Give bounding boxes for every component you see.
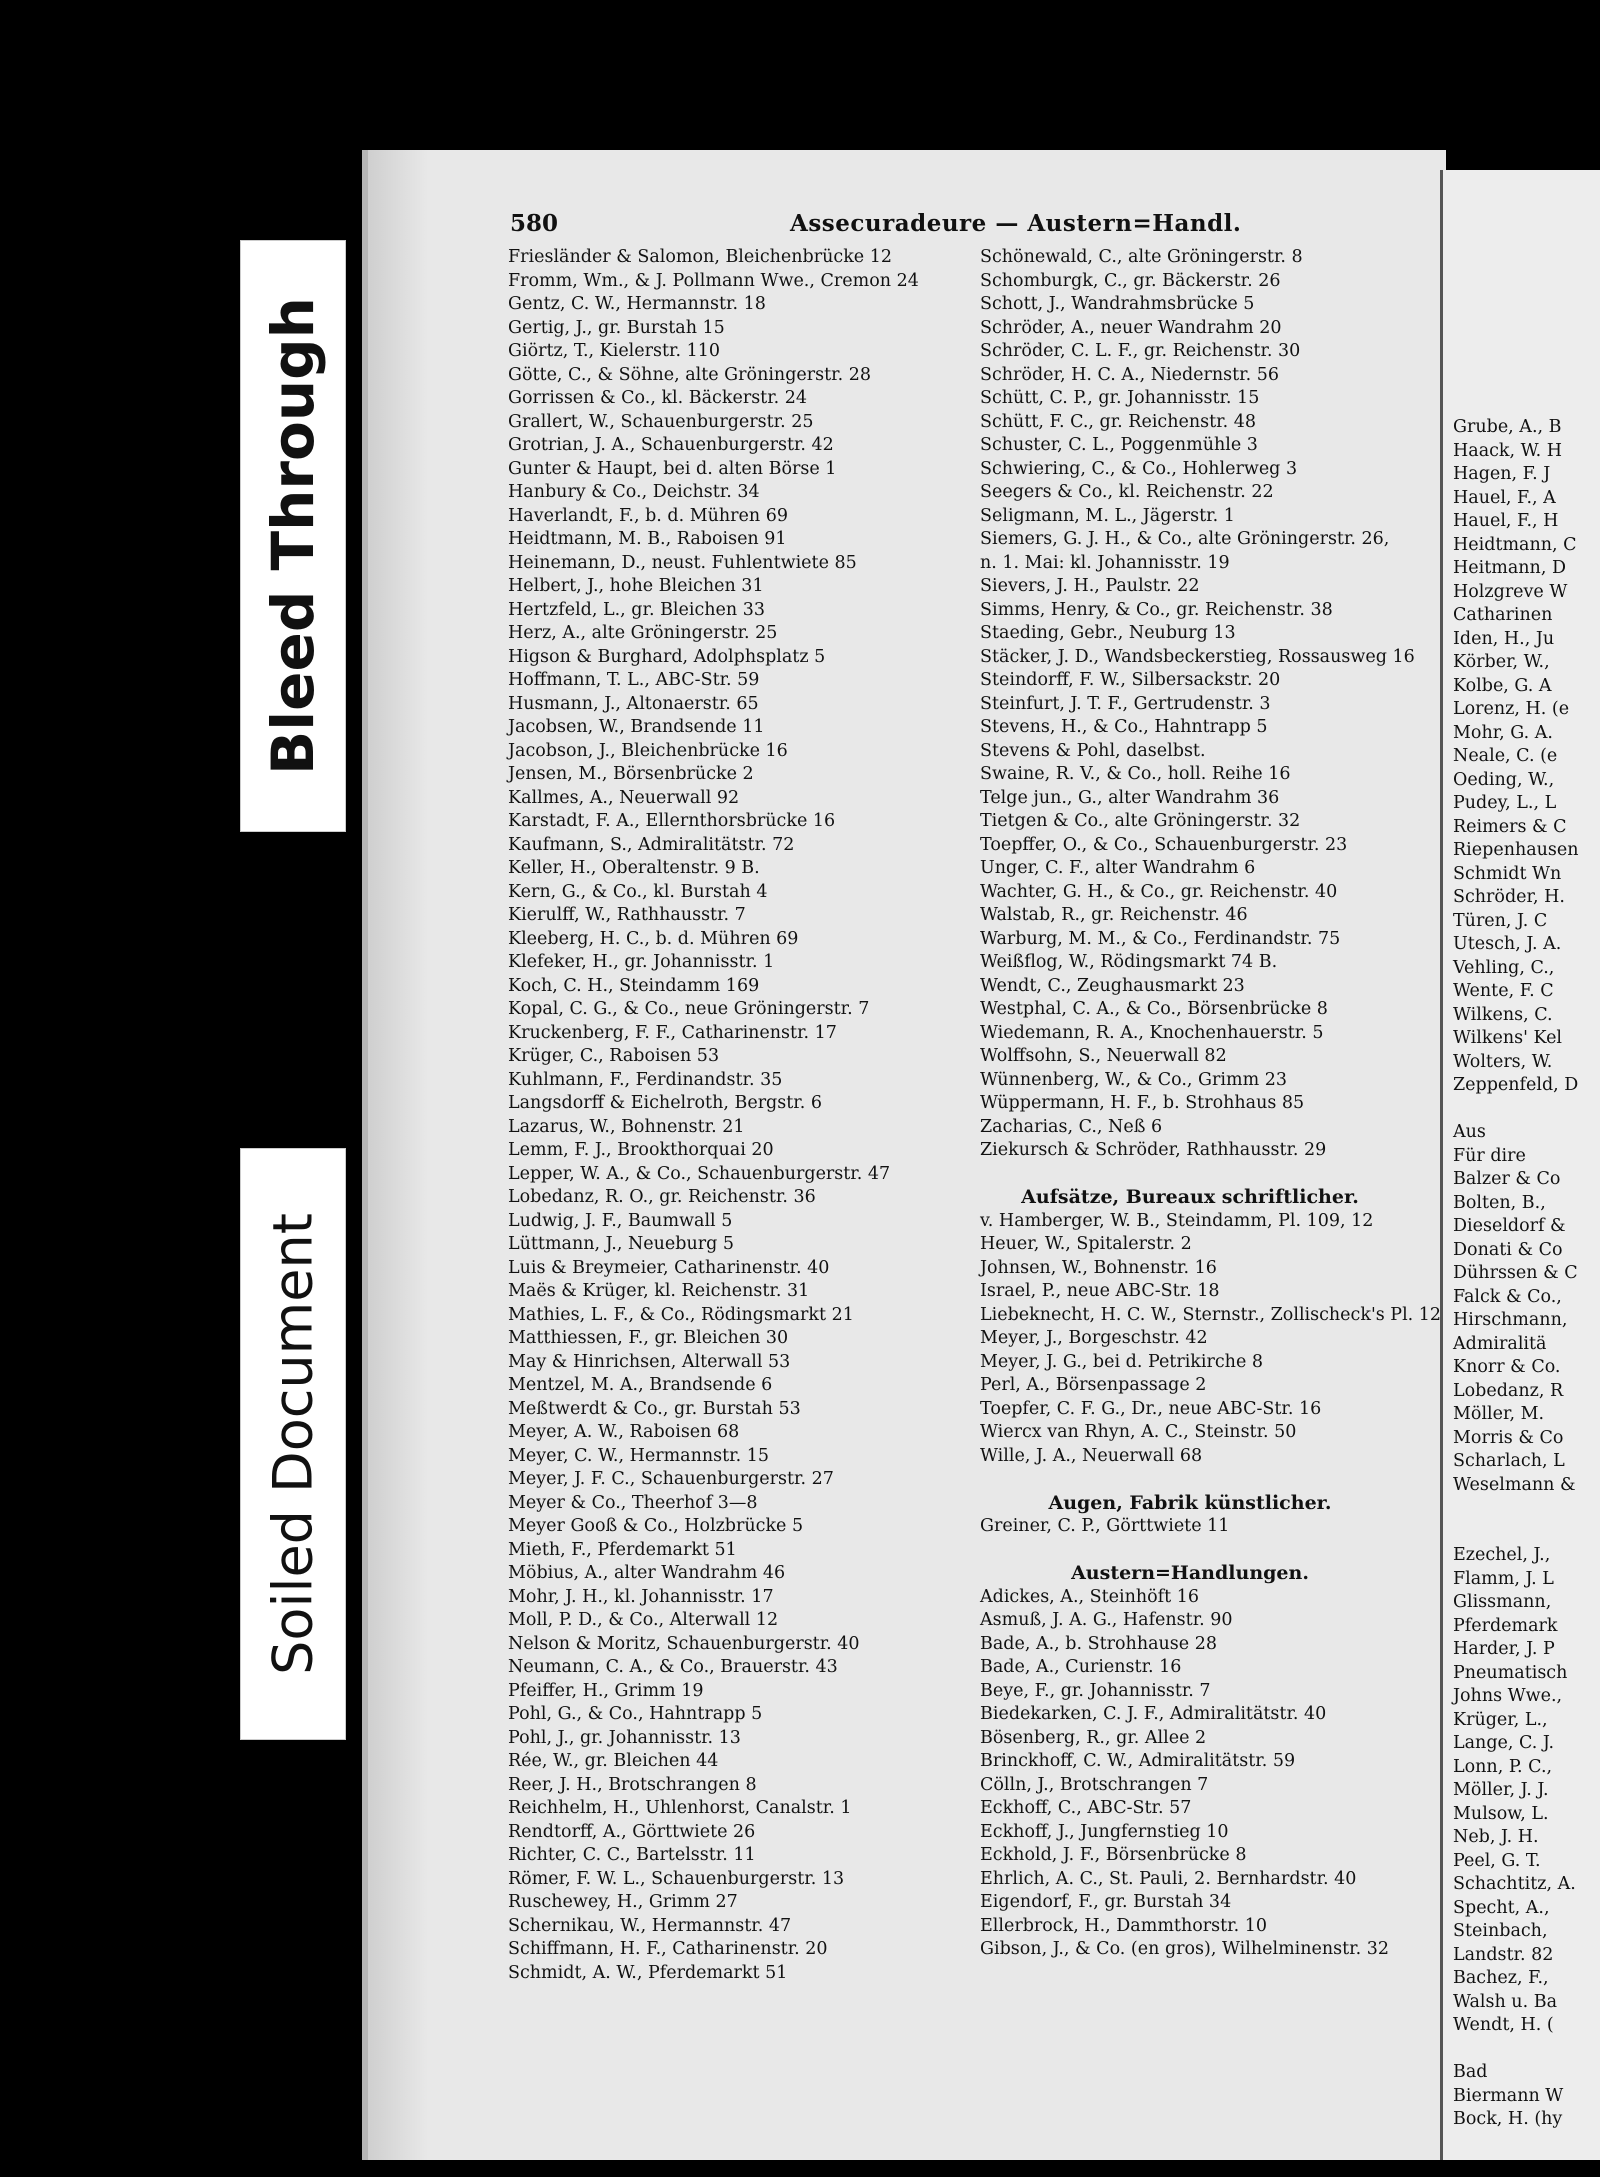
directory-entry: Krüger, C., Raboisen 53 [508, 1046, 720, 1066]
directory-entry: Stäcker, J. D., Wandsbeckerstieg, Rossausweg 16 [980, 646, 1415, 667]
directory-entry: Mathies, L. F., & Co., Rödingsmarkt 21 [508, 1304, 854, 1325]
directory-entry: Weißflog, W., Rödingsmarkt 74 B. [980, 952, 1278, 972]
directory-entry: Jacobson, J., Bleichenbrücke 16 [508, 740, 788, 761]
directory-entry: Hagen, F. J [1453, 464, 1551, 484]
directory-entry: Scharlach, L [1453, 1451, 1565, 1471]
directory-entry: Steinbach, [1453, 1921, 1548, 1941]
soiled-document-label: Soiled Document [261, 1213, 325, 1675]
directory-entry: Pneumatisch [1453, 1662, 1568, 1683]
directory-entry: Hoffmann, T. L., ABC-Str. 59 [508, 670, 760, 690]
directory-entry: Haverlandt, F., b. d. Mühren 69 [508, 505, 789, 526]
directory-entry: Knorr & Co. [1453, 1357, 1561, 1377]
directory-entry: Simms, Henry, & Co., gr. Reichenstr. 38 [980, 599, 1333, 620]
directory-entry: Unger, C. F., alter Wandrahm 6 [980, 858, 1256, 878]
directory-entry: Tietgen & Co., alte Gröningerstr. 32 [980, 811, 1301, 831]
directory-entry: Wilkens' Kel [1453, 1028, 1563, 1048]
directory-entry: Kierulff, W., Rathhausstr. 7 [508, 905, 746, 925]
directory-entry: Aus [1453, 1122, 1486, 1142]
directory-entry: Bad [1453, 2062, 1488, 2082]
directory-entry: Matthiessen, F., gr. Bleichen 30 [508, 1328, 789, 1348]
directory-entry: Hanbury & Co., Deichstr. 34 [508, 482, 760, 502]
directory-entry: Luis & Breymeier, Catharinenstr. 40 [508, 1257, 830, 1278]
directory-entry: Greiner, C. P., Görttwiete 11 [980, 1516, 1230, 1536]
directory-entry: Hauel, F., H [1453, 511, 1559, 531]
directory-entry: Pfeiffer, H., Grimm 19 [508, 1680, 704, 1701]
directory-entry: Schmidt, A. W., Pferdemarkt 51 [508, 1962, 788, 1983]
directory-entry: Pohl, G., & Co., Hahntrapp 5 [508, 1704, 763, 1724]
directory-entry: Schachtitz, A. [1453, 1874, 1576, 1894]
directory-entry: May & Hinrichsen, Alterwall 53 [508, 1351, 791, 1372]
directory-entry: Gentz, C. W., Hermannstr. 18 [508, 294, 766, 314]
directory-entry: Meßtwerdt & Co., gr. Burstah 53 [508, 1398, 801, 1419]
directory-entry [980, 1163, 1441, 1187]
directory-entry: Herz, A., alte Gröningerstr. 25 [508, 623, 778, 643]
directory-entry: Biermann W [1453, 2085, 1564, 2106]
directory-entry: Mohr, G. A. [1453, 722, 1553, 743]
directory-entry: Wolters, W. [1453, 1051, 1553, 1072]
directory-entry: Eckhoff, J., Jungfernstieg 10 [980, 1821, 1229, 1842]
directory-entry: Neumann, C. A., & Co., Brauerstr. 43 [508, 1657, 838, 1677]
directory-entry: Moll, P. D., & Co., Alterwall 12 [508, 1610, 779, 1630]
directory-entry: Kolbe, G. A [1453, 675, 1552, 696]
directory-entry: Jacobsen, W., Brandsende 11 [508, 717, 765, 737]
directory-entry: Hirschmann, [1453, 1310, 1568, 1330]
directory-entry: Kuhlmann, F., Ferdinandstr. 35 [508, 1069, 783, 1090]
directory-entry: Lobedanz, R [1453, 1380, 1564, 1401]
directory-entry: Landstr. 82 [1453, 1944, 1554, 1965]
directory-entry: Lüttmann, J., Neueburg 5 [508, 1234, 735, 1254]
directory-entry: Gertig, J., gr. Burstah 15 [508, 317, 725, 338]
directory-entry: Meyer & Co., Theerhof 3—8 [508, 1492, 758, 1513]
directory-entry: Cölln, J., Brotschrangen 7 [980, 1774, 1209, 1795]
directory-entry: Kleeberg, H. C., b. d. Mühren 69 [508, 928, 799, 949]
directory-entry: Morris & Co [1453, 1427, 1564, 1448]
directory-entry: Riepenhausen [1453, 840, 1579, 860]
directory-entry: Schröder, H. [1453, 887, 1565, 907]
directory-entry: Wente, F. C [1453, 981, 1554, 1001]
directory-entry: Ruschewey, H., Grimm 27 [508, 1892, 738, 1912]
directory-entry: Mulsow, L. [1453, 1803, 1549, 1824]
directory-entry: Schütt, F. C., gr. Reichenstr. 48 [980, 411, 1256, 432]
directory-entry: Gibson, J., & Co. (en gros), Wilhelminenstr. 32 [980, 1939, 1390, 1959]
directory-entry: Toepfer, C. F. G., Dr., neue ABC-Str. 16 [980, 1398, 1322, 1419]
directory-entry: Richter, C. C., Bartelsstr. 11 [508, 1845, 756, 1865]
directory-entry: Langsdorff & Eichelroth, Bergstr. 6 [508, 1093, 822, 1113]
directory-entry: Brinckhoff, C. W., Admiralitätstr. 59 [980, 1751, 1296, 1771]
directory-entry: Grube, A., B [1453, 417, 1562, 437]
directory-entry: Meyer Gooß & Co., Holzbrücke 5 [508, 1516, 804, 1536]
directory-entry: Toepffer, O., & Co., Schauenburgerstr. 23 [980, 834, 1348, 855]
directory-entry: Schütt, C. P., gr. Johannisstr. 15 [980, 388, 1260, 408]
directory-entry: Vehling, C., [1453, 957, 1555, 978]
directory-entry: Siemers, G. J. H., & Co., alte Gröningerstr. 26, [980, 529, 1390, 549]
directory-entry: Wille, J. A., Neuerwall 68 [980, 1445, 1203, 1466]
directory-entry: Lorenz, H. (e [1453, 699, 1570, 719]
directory-entry: Mohr, J. H., kl. Johannisstr. 17 [508, 1586, 774, 1607]
directory-entry [1453, 1521, 1579, 1545]
directory-entry: Donati & Co [1453, 1239, 1563, 1260]
directory-entry: Utesch, J. A. [1453, 934, 1562, 954]
directory-entry: Eckhoff, C., ABC-Str. 57 [980, 1798, 1192, 1818]
directory-entry: Heitmann, D [1453, 558, 1566, 578]
directory-entry: Flamm, J. L [1453, 1568, 1554, 1589]
directory-entry: Kopal, C. G., & Co., neue Gröningerstr. 7 [508, 999, 870, 1019]
directory-entry: Kaufmann, S., Admiralitätstr. 72 [508, 834, 795, 855]
directory-entry: Zacharias, C., Neß 6 [980, 1116, 1163, 1137]
directory-entry: Lonn, P. C., [1453, 1756, 1553, 1777]
directory-entry: Eckhold, J. F., Börsenbrücke 8 [980, 1845, 1247, 1865]
directory-entry: Kern, G., & Co., kl. Burstah 4 [508, 881, 768, 902]
directory-entry: Wendt, H. ( [1453, 2015, 1554, 2035]
directory-entry: Wilkens, C. [1453, 1004, 1553, 1025]
directory-entry: Stevens, H., & Co., Hahntrapp 5 [980, 717, 1268, 737]
directory-entry: Möller, M. [1453, 1404, 1545, 1424]
directory-entry: Biedekarken, C. J. F., Admiralitätstr. 40 [980, 1704, 1327, 1724]
directory-entry: Steinfurt, J. T. F., Gertrudenstr. 3 [980, 693, 1271, 714]
directory-entry: Bachez, F., [1453, 1968, 1549, 1988]
directory-entry: Bolten, B., [1453, 1192, 1546, 1213]
directory-entry: n. 1. Mai: kl. Johannisstr. 19 [980, 552, 1230, 573]
directory-entry: Schmidt Wn [1453, 863, 1562, 884]
directory-entry: Möller, J. J. [1453, 1780, 1549, 1800]
directory-entry: Rée, W., gr. Bleichen 44 [508, 1751, 719, 1771]
directory-entry: Staeding, Gebr., Neuburg 13 [980, 623, 1236, 643]
directory-entry: Lazarus, W., Bohnenstr. 21 [508, 1116, 745, 1137]
directory-entry: Wolffsohn, S., Neuerwall 82 [980, 1046, 1227, 1066]
section-heading: Austern=Handlungen. [1071, 1562, 1309, 1584]
directory-entry: Wiercx van Rhyn, A. C., Steinstr. 50 [980, 1422, 1297, 1442]
directory-entry: Krüger, L., [1453, 1709, 1548, 1730]
directory-entry: Haack, W. H [1453, 440, 1562, 461]
directory-entry: Bade, A., Curienstr. 16 [980, 1657, 1182, 1677]
directory-entry: Fromm, Wm., & J. Pollmann Wwe., Cremon 24 [508, 270, 919, 291]
directory-entry: Dührssen & C [1453, 1263, 1578, 1283]
directory-entry: Giörtz, T., Kielerstr. 110 [508, 341, 720, 361]
adjacent-page-column [1453, 416, 1579, 2132]
directory-entry: Maës & Krüger, kl. Reichenstr. 31 [508, 1281, 810, 1301]
section-heading: Augen, Fabrik künstlicher. [1048, 1491, 1332, 1514]
directory-entry: Pudey, L., L [1453, 793, 1557, 813]
directory-entry: Ziekursch & Schröder, Rathhausstr. 29 [980, 1140, 1327, 1160]
directory-entry: Falck & Co., [1453, 1286, 1562, 1307]
directory-entry: Pferdemark [1453, 1615, 1558, 1636]
directory-entry: Schröder, C. L. F., gr. Reichenstr. 30 [980, 341, 1301, 361]
directory-entry: Schwiering, C., & Co., Hohlerweg 3 [980, 458, 1298, 479]
directory-entry: Heidtmann, C [1453, 534, 1577, 555]
directory-entry: Admiralitä [1453, 1333, 1547, 1354]
directory-entry: Iden, H., Ju [1453, 628, 1555, 649]
directory-entry: Jensen, M., Börsenbrücke 2 [508, 764, 754, 784]
directory-entry: Schönewald, C., alte Gröningerstr. 8 [980, 247, 1303, 267]
directory-entry: Keller, H., Oberaltenstr. 9 B. [508, 858, 760, 878]
directory-entry: Meyer, J. F. C., Schauenburgerstr. 27 [508, 1469, 834, 1489]
directory-entry: Peel, G. T. [1453, 1850, 1541, 1871]
directory-entry: Wiedemann, R. A., Knochenhauerstr. 5 [980, 1022, 1324, 1043]
directory-entry: Für dire [1453, 1145, 1526, 1166]
directory-entry: Lemm, F. J., Brookthorquai 20 [508, 1140, 774, 1160]
directory-entry: Specht, A., [1453, 1897, 1550, 1918]
directory-entry: Neale, C. (e [1453, 746, 1558, 766]
directory-entry: Schuster, C. L., Poggenmühle 3 [980, 435, 1258, 455]
directory-entry: Rendtorff, A., Görttwiete 26 [508, 1821, 756, 1842]
directory-entry: Kallmes, A., Neuerwall 92 [508, 787, 740, 808]
directory-entry: Seegers & Co., kl. Reichenstr. 22 [980, 482, 1274, 502]
directory-entry: Bade, A., b. Strohhause 28 [980, 1633, 1217, 1654]
section-heading: Aufsätze, Bureaux schriftlicher. [1021, 1186, 1359, 1208]
directory-entry: Hertzfeld, L., gr. Bleichen 33 [508, 599, 766, 620]
directory-entry: Ellerbrock, H., Dammthorstr. 10 [980, 1915, 1267, 1936]
directory-entry: Husmann, J., Altonaerstr. 65 [508, 693, 759, 714]
directory-entry: Schröder, H. C. A., Niedernstr. 56 [980, 364, 1280, 385]
directory-entry: Friesländer & Salomon, Bleichenbrücke 12 [508, 247, 892, 267]
directory-entry: Nelson & Moritz, Schauenburgerstr. 40 [508, 1633, 860, 1654]
directory-entry: Karstadt, F. A., Ellernthorsbrücke 16 [508, 811, 836, 831]
directory-entry: Lange, C. J. [1453, 1733, 1555, 1753]
directory-entry: Ezechel, J., [1453, 1545, 1551, 1565]
directory-entry: Römer, F. W. L., Schauenburgerstr. 13 [508, 1868, 845, 1889]
directory-entry: Adickes, A., Steinhöft 16 [980, 1586, 1200, 1607]
page-title: Assecuradeure — Austern=Handl. [790, 210, 1242, 237]
directory-entry: Möbius, A., alter Wandrahm 46 [508, 1563, 786, 1583]
directory-entry: Telge jun., G., alter Wandrahm 36 [980, 787, 1280, 808]
directory-entry: Wüppermann, H. F., b. Strohhaus 85 [980, 1093, 1305, 1113]
directory-entry: Walstab, R., gr. Reichenstr. 46 [980, 905, 1248, 925]
directory-entry: Hauel, F., A [1453, 487, 1556, 508]
directory-entry: Klefeker, H., gr. Johannisstr. 1 [508, 952, 775, 972]
directory-entry [1453, 2038, 1579, 2062]
directory-entry: Catharinen [1453, 605, 1553, 625]
directory-entry: Schott, J., Wandrahmsbrücke 5 [980, 294, 1255, 314]
directory-entry [1453, 1497, 1579, 1521]
directory-entry: Schröder, A., neuer Wandrahm 20 [980, 317, 1282, 338]
directory-entry: Israel, P., neue ABC-Str. 18 [980, 1281, 1220, 1301]
adjacent-page [1440, 170, 1600, 2160]
directory-entry: Pohl, J., gr. Johannisstr. 13 [508, 1727, 741, 1748]
directory-entry: Ludwig, J. F., Baumwall 5 [508, 1210, 733, 1231]
directory-entry: Liebeknecht, H. C. W., Sternstr., Zollischeck's Pl. 12 [980, 1304, 1442, 1325]
directory-entry: Weselmann & [1453, 1474, 1576, 1495]
directory-entry: Holzgreve W [1453, 581, 1568, 602]
directory-entry: Johnsen, W., Bohnenstr. 16 [980, 1257, 1217, 1278]
soiled-document-tag [240, 1148, 346, 1740]
directory-entry: Schiffmann, H. F., Catharinenstr. 20 [508, 1939, 828, 1959]
directory-entry: Stevens & Pohl, daselbst. [980, 740, 1206, 761]
directory-entry: Wachter, G. H., & Co., gr. Reichenstr. 40 [980, 881, 1338, 902]
directory-entry: Harder, J. P [1453, 1639, 1555, 1659]
directory-entry: Wendt, C., Zeughausmarkt 23 [980, 975, 1245, 996]
bleed-through-label: Bleed Through [259, 297, 327, 775]
directory-entry: Johns Wwe., [1453, 1686, 1563, 1706]
directory-entry: Bösenberg, R., gr. Allee 2 [980, 1727, 1207, 1748]
directory-entry: Kruckenberg, F. F., Catharinenstr. 17 [508, 1022, 837, 1043]
directory-entry: Eigendorf, F., gr. Burstah 34 [980, 1892, 1232, 1912]
directory-entry [980, 1539, 1441, 1563]
right-column [980, 246, 1441, 1962]
directory-entry: Schernikau, W., Hermannstr. 47 [508, 1915, 792, 1936]
directory-entry: Grotrian, J. A., Schauenburgerstr. 42 [508, 435, 834, 455]
directory-entry: Neb, J. H. [1453, 1827, 1539, 1847]
directory-entry: Beye, F., gr. Johannisstr. 7 [980, 1680, 1211, 1701]
directory-entry: Meyer, C. W., Hermannstr. 15 [508, 1445, 769, 1466]
directory-entry: Zeppenfeld, D [1453, 1075, 1579, 1095]
page-number: 580 [510, 210, 559, 237]
directory-entry: Mieth, F., Pferdemarkt 51 [508, 1539, 737, 1560]
bleed-through-tag [240, 240, 346, 832]
directory-entry: Steindorff, F. W., Silbersackstr. 20 [980, 670, 1281, 690]
directory-entry [1453, 1098, 1579, 1122]
directory-entry: Schomburgk, C., gr. Bäckerstr. 26 [980, 270, 1281, 291]
directory-entry: Reichhelm, H., Uhlenhorst, Canalstr. 1 [508, 1798, 852, 1818]
directory-entry: Sievers, J. H., Paulstr. 22 [980, 576, 1200, 596]
directory-entry: v. Hamberger, W. B., Steindamm, Pl. 109, 12 [980, 1210, 1374, 1231]
left-column [508, 246, 919, 1985]
directory-entry: Türen, J. C [1453, 910, 1548, 931]
directory-entry: Asmuß, J. A. G., Hafenstr. 90 [980, 1610, 1233, 1630]
directory-entry: Grallert, W., Schauenburgerstr. 25 [508, 411, 814, 432]
directory-entry: Lepper, W. A., & Co., Schauenburgerstr. 47 [508, 1163, 891, 1184]
directory-entry: Heinemann, D., neust. Fuhlentwiete 85 [508, 552, 857, 573]
directory-entry: Gunter & Haupt, bei d. alten Börse 1 [508, 458, 837, 479]
directory-entry: Bock, H. (hy [1453, 2109, 1563, 2129]
directory-entry: Wünnenberg, W., & Co., Grimm 23 [980, 1069, 1287, 1090]
directory-entry: Koch, C. H., Steindamm 169 [508, 975, 760, 996]
directory-entry: Körber, W., [1453, 652, 1550, 672]
directory-entry: Lobedanz, R. O., gr. Reichenstr. 36 [508, 1187, 816, 1207]
directory-entry: Gorrissen & Co., kl. Bäckerstr. 24 [508, 388, 808, 408]
directory-entry: Meyer, J. G., bei d. Petrikirche 8 [980, 1351, 1263, 1372]
directory-entry: Helbert, J., hohe Bleichen 31 [508, 576, 764, 596]
directory-entry: Oeding, W., [1453, 769, 1555, 790]
directory-entry: Meyer, A. W., Raboisen 68 [508, 1422, 740, 1442]
directory-entry: Glissmann, [1453, 1592, 1552, 1612]
directory-entry: Dieseldorf & [1453, 1216, 1566, 1236]
directory-entry: Heuer, W., Spitalerstr. 2 [980, 1234, 1192, 1254]
page-gutter-shadow [368, 150, 428, 2160]
directory-entry: Götte, C., & Söhne, alte Gröningerstr. 28 [508, 364, 871, 385]
directory-entry: Walsh u. Ba [1453, 1991, 1558, 2012]
directory-entry: Warburg, M. M., & Co., Ferdinandstr. 75 [980, 928, 1341, 949]
directory-entry: Ehrlich, A. C., St. Pauli, 2. Bernhardstr. 40 [980, 1868, 1357, 1889]
directory-entry: Reimers & C [1453, 816, 1567, 837]
directory-entry: Heidtmann, M. B., Raboisen 91 [508, 529, 787, 549]
directory-entry: Meyer, J., Borgeschstr. 42 [980, 1328, 1208, 1348]
directory-entry: Mentzel, M. A., Brandsende 6 [508, 1375, 773, 1395]
directory-entry [980, 1468, 1441, 1492]
directory-entry: Higson & Burghard, Adolphsplatz 5 [508, 646, 826, 667]
directory-entry: Perl, A., Börsenpassage 2 [980, 1375, 1207, 1395]
directory-entry: Balzer & Co [1453, 1169, 1561, 1189]
scan-edge-strip [1365, 0, 1387, 150]
directory-entry: Swaine, R. V., & Co., holl. Reihe 16 [980, 764, 1291, 784]
directory-entry: Seligmann, M. L., Jägerstr. 1 [980, 505, 1235, 526]
directory-entry: Reer, J. H., Brotschrangen 8 [508, 1774, 757, 1795]
directory-entry: Westphal, C. A., & Co., Börsenbrücke 8 [980, 999, 1328, 1019]
